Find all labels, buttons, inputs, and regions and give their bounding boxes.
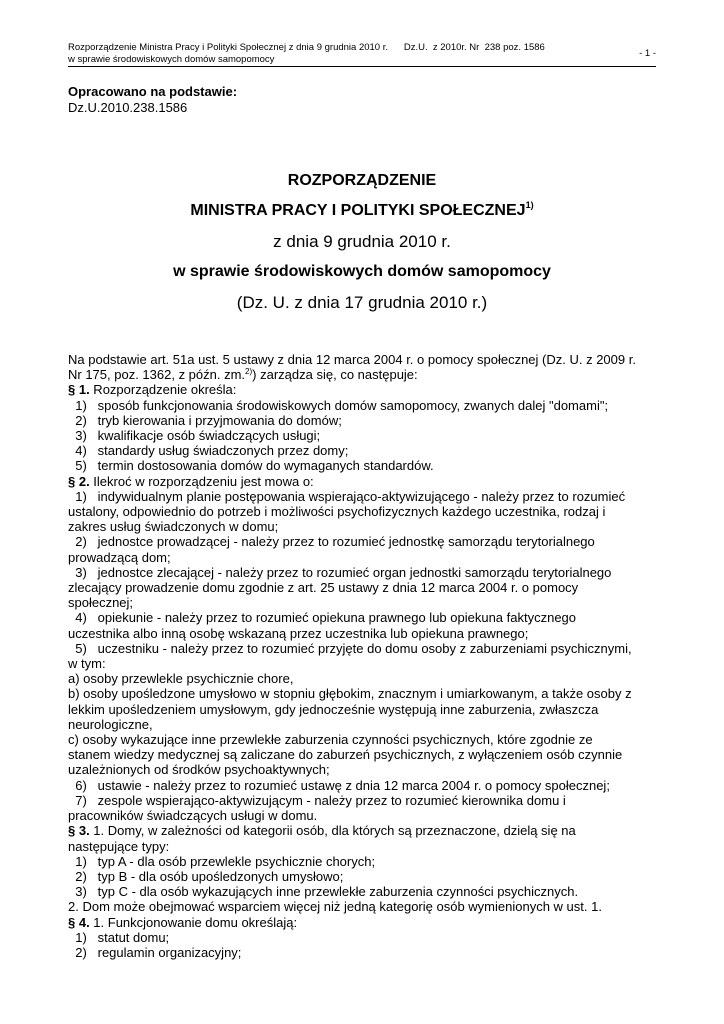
text-line: uczestnika albo inną osobę wskazaną przez uczestnika lub opiekuna prawnego; bbox=[68, 625, 529, 641]
section-text: Ilekroć w rozporządzeniu jest mowa o: bbox=[89, 473, 314, 489]
title-date: z dnia 9 grudnia 2010 r. bbox=[273, 232, 451, 251]
section-3 bbox=[68, 823, 660, 838]
text-line: stanem wiedzy medycznej są zaliczane do zaburzeń psychicznych, z wyłączeniem osób czynnie bbox=[68, 747, 623, 763]
list-item: 4) standardy usług świadczonych przez domy; bbox=[68, 443, 349, 459]
section-text: 1. Domy, w zależności od kategorii osób, dla których są przeznaczone, dzielą się na bbox=[89, 823, 576, 839]
list-item: 3) typ C - dla osób wykazujących inne przewlekłe zaburzenia czynności psychicznych. bbox=[68, 884, 579, 900]
footnote-marker-1: 1) bbox=[525, 200, 534, 210]
text-line: 2. Dom może obejmować wsparciem więcej niż jedną kategorię osób wymienionych w ust. 1. bbox=[68, 899, 602, 915]
text-line: prowadzącą dom; bbox=[68, 549, 171, 565]
list-item: 5) uczestniku - należy przez to rozumieć przyjęte do domu osoby z zaburzeniami psychicznymi, bbox=[68, 640, 632, 656]
intro-text: ) zarządza się, co następuje: bbox=[252, 367, 418, 383]
text-line: społecznej; bbox=[68, 595, 134, 611]
text-line: zlecający prowadzenie domu zgodnie z art. 25 ustawy z dnia 12 marca 2004 r. o pomocy bbox=[68, 580, 579, 596]
list-item: 2) tryb kierowania i przyjmowania do domów; bbox=[68, 412, 342, 428]
list-item: 7) zespole wspierająco-aktywizującym - należy przez to rozumieć kierownika domu i bbox=[68, 792, 566, 808]
text-line: zakres usług świadczonych w domu; bbox=[68, 519, 279, 535]
section-1 bbox=[68, 382, 660, 397]
source-note bbox=[68, 84, 237, 116]
text-line: w tym: bbox=[68, 656, 106, 672]
list-item: 6) ustawie - należy przez to rozumieć ustawę z dnia 12 marca 2004 r. o pomocy społecznej; bbox=[68, 777, 610, 793]
list-item: 2) regulamin organizacyjny; bbox=[68, 944, 242, 960]
section-label: § 1. bbox=[68, 382, 90, 398]
text-line: ustalony, odpowiednio do potrzeb i możliwości psychofizycznych każdego uczestnika, rodzaj i bbox=[68, 504, 606, 520]
list-item: 3) jednostce zlecającej - należy przez to rozumieć organ jednostki samorządu terytorialnego bbox=[68, 564, 612, 580]
list-item: 5) termin dostosowania domów do wymaganych standardów. bbox=[68, 458, 434, 474]
section-2 bbox=[68, 474, 660, 489]
sub-item: a) osoby przewlekle psychicznie chore, bbox=[68, 671, 294, 687]
text-line: neurologiczne, bbox=[68, 716, 153, 732]
section-4 bbox=[68, 915, 660, 930]
intro-line: Na podstawie art. 51a ust. 5 ustawy z dnia 12 marca 2004 r. o pomocy społecznej (Dz. U. z 2009 r. bbox=[68, 352, 636, 367]
header-divider bbox=[68, 66, 656, 67]
section-label: § 4. bbox=[68, 914, 90, 930]
title-publication: (Dz. U. z dnia 17 grudnia 2010 r.) bbox=[236, 293, 488, 312]
text-line: pracowników świadczących usługi w domu. bbox=[68, 808, 318, 824]
list-item: 1) sposób funkcjonowania środowiskowych domów samopomocy, zwanych dalej "domami"; bbox=[68, 397, 609, 413]
text-line: następujące typy: bbox=[68, 838, 170, 854]
section-text: 1. Funkcjonowanie domu określają: bbox=[89, 914, 298, 930]
title-subject: w sprawie środowiskowych domów samopomocy bbox=[173, 263, 551, 280]
list-item: 1) indywidualnym planie postępowania wspierająco-aktywizującego - należy przez to rozumieć bbox=[68, 488, 626, 504]
title-ministry bbox=[68, 202, 656, 220]
list-item: 4) opiekunie - należy przez to rozumieć opiekuna prawnego lub opiekuna faktycznego bbox=[68, 610, 577, 626]
list-item: 1) statut domu; bbox=[68, 929, 170, 945]
sub-item: b) osoby upośledzone umysłowo w stopniu głębokim, znacznym i umiarkowanym, a także osoby z bbox=[68, 686, 632, 702]
list-item: 2) jednostce prowadzącej - należy przez to rozumieć jednostkę samorządu terytorialnego bbox=[68, 534, 595, 550]
source-reference: Dz.U.2010.238.1586 bbox=[68, 100, 188, 115]
footnote-marker-2: 2) bbox=[245, 367, 253, 377]
section-label: § 3. bbox=[68, 823, 90, 839]
text-line: lekkim upośledzeniem umysłowym, gdy jednocześnie występują inne zaburzenia, zwłaszcza bbox=[68, 701, 599, 717]
list-item: 2) typ B - dla osób upośledzonych umysłowo; bbox=[68, 868, 344, 884]
title-ministry-text: MINISTRA PRACY I POLITYKI SPOŁECZNEJ bbox=[190, 202, 526, 219]
sub-item: c) osoby wykazujące inne przewlekłe zaburzenia czynności psychicznych, które zgodnie ze bbox=[68, 732, 593, 748]
text-line: uzależnionych od środków psychoaktywnych; bbox=[68, 762, 330, 778]
page-number: - 1 - bbox=[639, 48, 656, 59]
list-item: 1) typ A - dla osób przewlekle psychicznie chorych; bbox=[68, 853, 376, 869]
document-body bbox=[68, 352, 660, 960]
source-label: Opracowano na podstawie: bbox=[68, 84, 238, 99]
title-regulation: ROZPORZĄDZENIE bbox=[287, 172, 437, 189]
running-header bbox=[68, 42, 656, 66]
intro-text: Nr 175, poz. 1362, z późn. zm. bbox=[68, 367, 246, 383]
list-item: 3) kwalifikacje osób świadczących usługi; bbox=[68, 428, 321, 444]
intro-line bbox=[68, 367, 660, 382]
section-text: Rozporządzenie określa: bbox=[89, 382, 237, 398]
header-line-2: w sprawie środowiskowych domów samopomocy bbox=[68, 54, 275, 65]
header-line-1: Rozporządzenie Ministra Pracy i Polityki Społecznej z dnia 9 grudnia 2010 r. Dz.U. z 2010r. Nr 238 poz. 1586 bbox=[68, 42, 545, 53]
section-label: § 2. bbox=[68, 473, 90, 489]
